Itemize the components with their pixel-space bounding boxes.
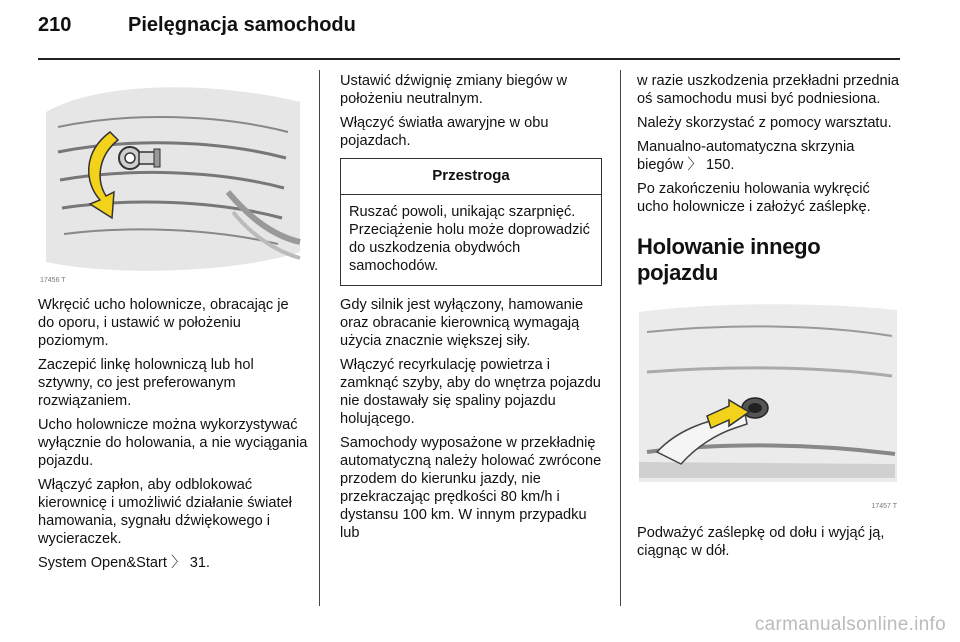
- paragraph: Po zakończeniu holowania wykręcić ucho holownicze i założyć zaślepkę.: [637, 181, 871, 215]
- paragraph: Włączyć recyrkulację powietrza i zamknąć szyby, aby do wnętrza pojazdu nie dostawały się spaliny pojazdu holującego.: [340, 357, 601, 427]
- tow-cover-illustration: [637, 302, 899, 510]
- paragraph: Włączyć światła awaryjne w obu pojazdach.: [340, 115, 549, 149]
- tow-cover-figure: [637, 302, 899, 510]
- paragraph: Ucho holownicze można wykorzystywać wyłącznie do holowania, a nie wyciągania pojazdu.: [38, 417, 308, 469]
- column-1: [38, 72, 308, 578]
- page-reference-icon: 〉: [171, 555, 186, 571]
- header-rule: [38, 58, 900, 60]
- reference-page: 150.: [705, 157, 735, 173]
- paragraph: Wkręcić ucho holownicze, obracając je do oporu, i ustawić w położeniu poziomym.: [38, 297, 289, 349]
- watermark: carmanualsonline.info: [754, 614, 946, 635]
- paragraph: Ustawić dźwignię zmiany biegów w położeniu neutralnym.: [340, 73, 568, 107]
- paragraph: Gdy silnik jest wyłączony, hamowanie oraz obracanie kierownicą wymagają użycia znacznie większej siły.: [340, 297, 584, 349]
- warning-title: Przestroga: [341, 159, 601, 195]
- paragraph: w razie uszkodzenia przekładni przednia oś samochodu musi być podniesiona.: [637, 73, 900, 107]
- warning-box: [340, 158, 602, 286]
- column-3: [637, 72, 902, 566]
- page-header: [38, 14, 356, 46]
- column-divider-1: [319, 70, 320, 606]
- page-title: Pielęgnacja samochodu: [128, 14, 356, 36]
- towing-eye-figure: [38, 72, 306, 284]
- paragraph: Zaczepić linkę holowniczą lub hol sztywny, co jest preferowanym rozwiązaniem.: [38, 357, 254, 409]
- reference-text: System Open&Start: [38, 555, 167, 571]
- figure-label: 17456 T: [40, 277, 66, 284]
- paragraph: Włączyć zapłon, aby odblokować kierownicę i umożliwić działanie świateł hamowania, sygnału dźwiękowego i wycieraczek.: [38, 477, 292, 547]
- page-reference-icon: 〉: [687, 157, 702, 173]
- paragraph: Samochody wyposażone w przekładnię automatyczną należy holować zwrócone przodem do kierunku jazdy, nie przekraczając prędkości 80 km/h i dystansu 100 km. W innym przypadku lub: [340, 435, 602, 541]
- column-2: [340, 72, 602, 548]
- paragraph-with-reference: [637, 138, 902, 174]
- reference-text: Manualno-automatyczna skrzynia biegów: [637, 139, 855, 173]
- paragraph: Należy skorzystać z pomocy warsztatu.: [637, 115, 892, 131]
- column-divider-2: [620, 70, 621, 606]
- figure-label: 17457 T: [871, 503, 897, 510]
- reference-page: 31.: [189, 555, 210, 571]
- paragraph: Podważyć zaślepkę od dołu i wyjąć ją, ciągnąc w dół.: [637, 525, 885, 559]
- page-number: 210: [38, 14, 72, 36]
- paragraph-with-reference: [38, 554, 308, 572]
- warning-body: Ruszać powoli, unikając szarpnięć. Przeciążenie holu może doprowadzić do uszkodzenia obydwóch samochodów.: [349, 204, 590, 274]
- section-title: Holowanie innego pojazdu: [637, 234, 821, 285]
- towing-eye-illustration: [38, 72, 306, 284]
